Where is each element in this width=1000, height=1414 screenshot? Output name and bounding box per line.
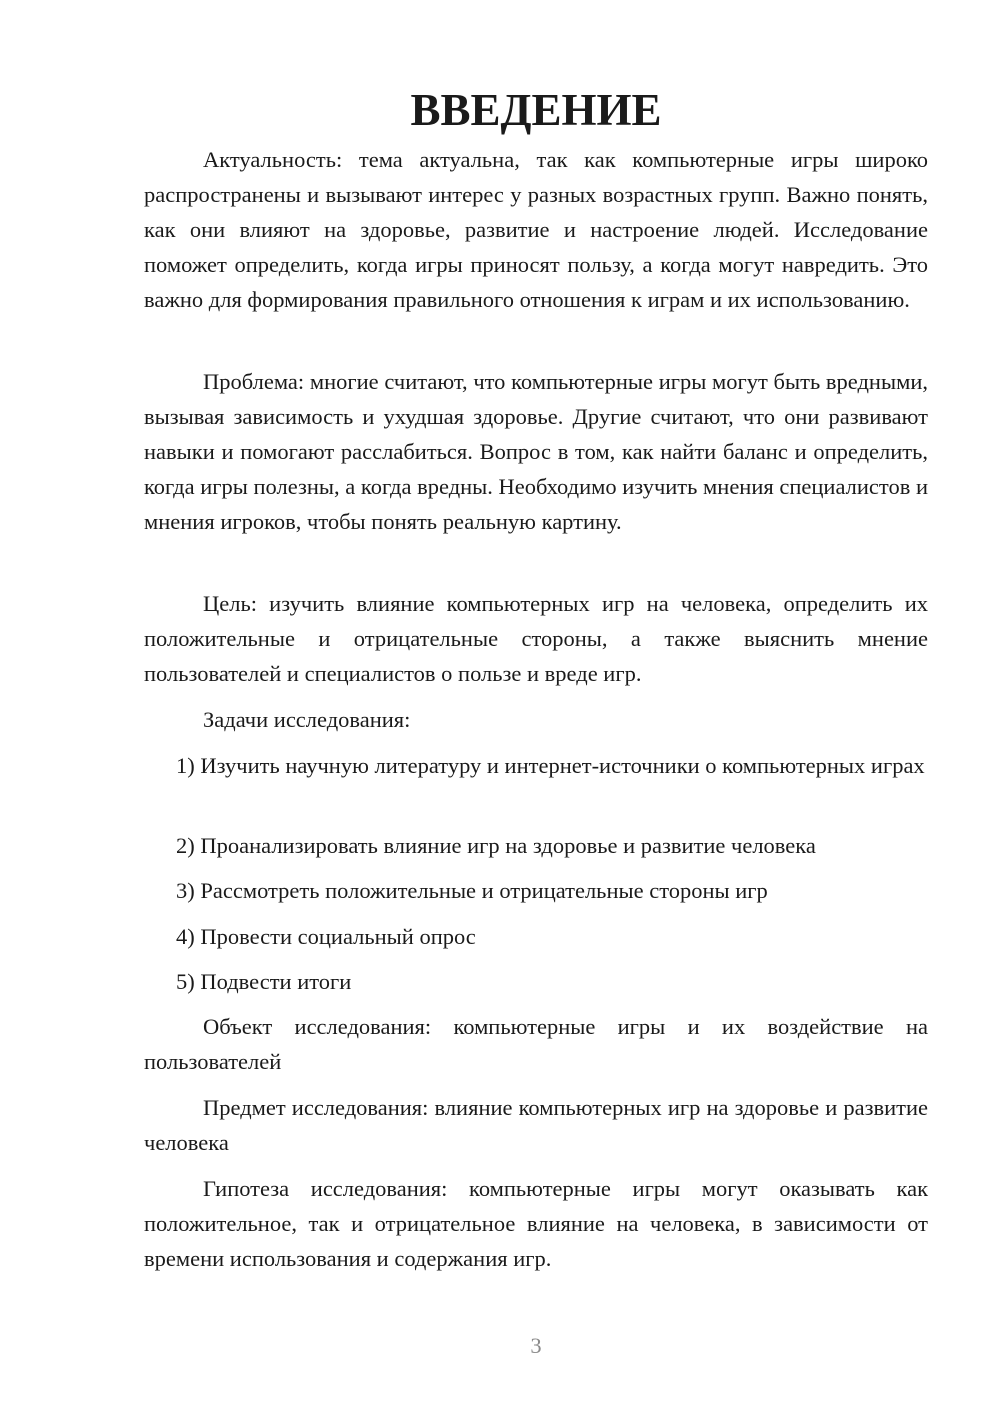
object-paragraph: Объект исследования: компьютерные игры и их воздействие на пользователей <box>144 1014 928 1074</box>
task-item-4: 4) Провести социальный опрос <box>176 924 476 949</box>
hypothesis-paragraph: Гипотеза исследования: компьютерные игры могут оказывать как положительное, так и отрицательное влияние на человека, в зависимости от времени использования и содержания игр. <box>144 1176 928 1271</box>
subject-paragraph: Предмет исследования: влияние компьютерных игр на здоровье и развитие человека <box>144 1095 928 1155</box>
task-item-3: 3) Рассмотреть положительные и отрицательные стороны игр <box>176 878 768 903</box>
section-title: ВВЕДЕНИЕ <box>410 85 662 135</box>
task-item-1: 1) Изучить научную литературу и интернет-источники о компьютерных играх <box>176 753 925 778</box>
tasks-heading: Задачи исследования: <box>203 707 411 732</box>
problem-paragraph: Проблема: многие считают, что компьютерные игры могут быть вредными, вызывая зависимость и ухудшая здоровье. Другие считают, что они развивают навыки и помогают расслабиться. Вопрос в том, как найти баланс и определить, когда игры полезны, а когда вредны. Необходимо изучить мнения специалистов и мнения игроков, чтобы понять реальную картину. <box>144 369 928 534</box>
goal-paragraph: Цель: изучить влияние компьютерных игр на человека, определить их положительные и отрицательные стороны, а также выяснить мнение пользователей и специалистов о пользе и вреде игр. <box>144 591 928 686</box>
page-number: 3 <box>530 1333 542 1358</box>
relevance-paragraph: Актуальность: тема актуальна, так как компьютерные игры широко распространены и вызывают интерес у разных возрастных групп. Важно понять, как они влияют на здоровье, развитие и настроение людей. Исследование поможет определить, когда игры приносят пользу, а когда могут навредить. Это важно для формирования правильного отношения к играм и их использованию. <box>144 147 928 312</box>
task-item-5: 5) Подвести итоги <box>176 969 352 994</box>
document-page <box>144 0 928 1414</box>
task-item-2: 2) Проанализировать влияние игр на здоровье и развитие человека <box>176 833 816 858</box>
